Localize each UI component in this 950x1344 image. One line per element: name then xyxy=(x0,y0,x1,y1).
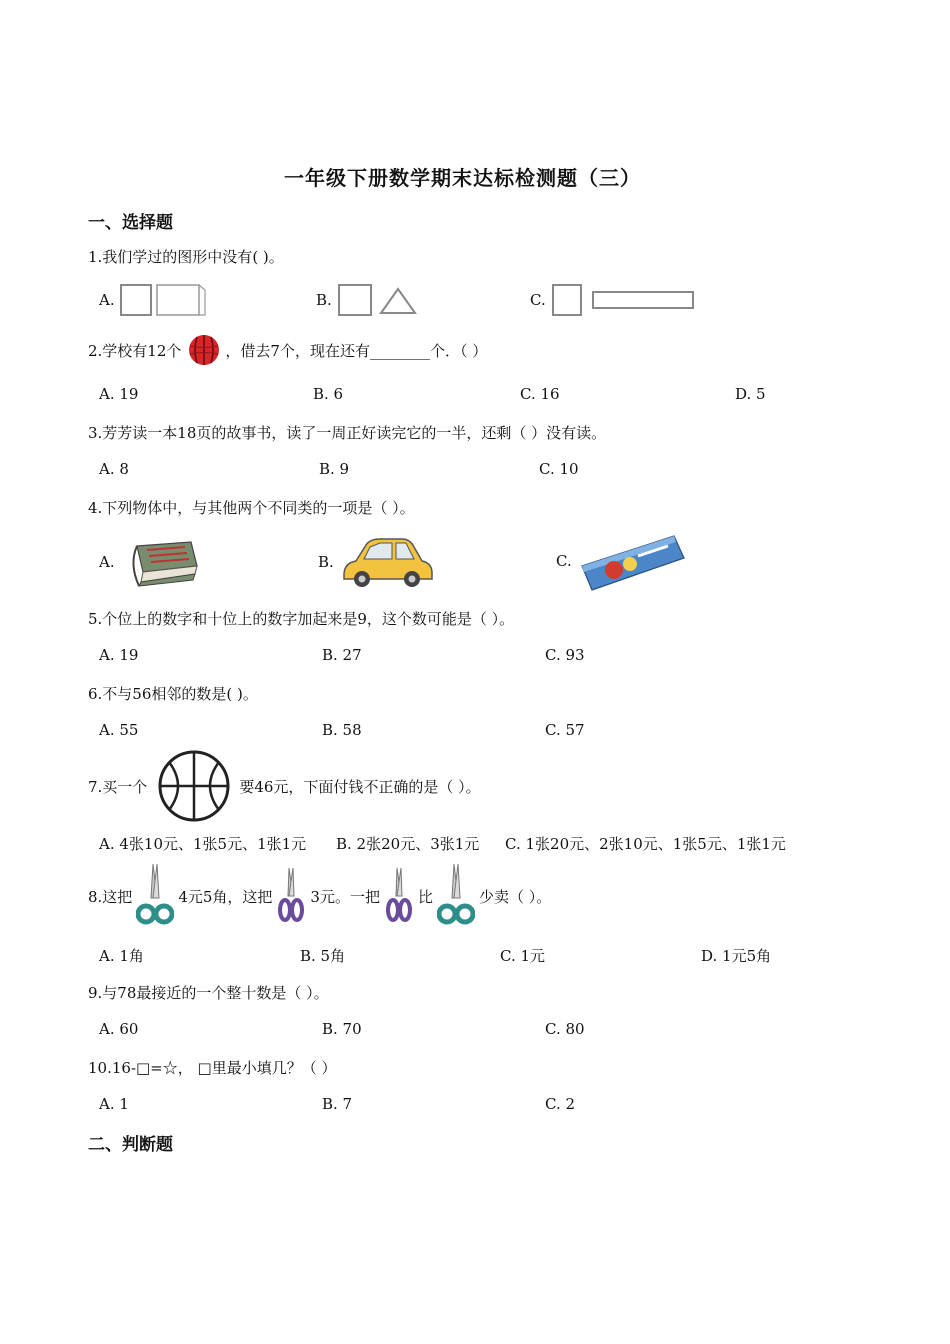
question-9-option-c[interactable]: C. 80 xyxy=(545,1020,585,1038)
car-icon xyxy=(340,535,436,589)
question-4: 4.下列物体中，与其他两个不同类的一项是（ ）。 xyxy=(88,499,415,517)
scissors-teal-icon xyxy=(437,862,475,930)
question-4-option-c[interactable] xyxy=(556,530,688,592)
question-2-option-b[interactable]: B. 6 xyxy=(313,385,344,403)
question-5-option-a[interactable]: A. 19 xyxy=(99,646,139,664)
question-8-text-3: 3元。一把 xyxy=(310,887,380,906)
question-7-option-a[interactable]: A. 4张10元、1张5元、1张1元 xyxy=(99,835,307,853)
question-5-option-c[interactable]: C. 93 xyxy=(545,646,585,664)
question-5: 5.个位上的数字和十位上的数字加起来是9，这个数可能是（ ）。 xyxy=(88,610,515,628)
question-7-option-c[interactable]: C. 1张20元、2张10元、1张5元、1张1元 xyxy=(505,835,786,853)
scissors-teal-icon xyxy=(136,862,174,930)
square-and-rectangle-icon xyxy=(551,283,701,317)
question-4-option-a[interactable] xyxy=(99,534,199,590)
question-8-option-b[interactable]: B. 5角 xyxy=(300,947,346,965)
basketball-icon xyxy=(157,749,231,823)
ball-icon xyxy=(187,333,221,367)
question-3-option-b[interactable]: B. 9 xyxy=(319,460,350,478)
question-6-option-c[interactable]: C. 57 xyxy=(545,721,585,739)
question-10-option-b[interactable]: B. 7 xyxy=(322,1095,353,1113)
question-4-option-b[interactable] xyxy=(318,534,436,590)
question-10: 10.16-□=☆， □里最小填几？（ ） xyxy=(88,1059,337,1077)
question-7 xyxy=(88,749,481,823)
question-8-text-5: 少卖（ ）。 xyxy=(478,887,552,906)
question-6-option-a[interactable]: A. 55 xyxy=(99,721,139,739)
question-6: 6.不与56相邻的数是( )。 xyxy=(88,685,258,703)
option-label: C. xyxy=(530,291,546,309)
question-8-text-2: 4元5角，这把 xyxy=(178,887,273,906)
question-8-option-a[interactable]: A. 1角 xyxy=(99,947,144,965)
pencil-box-icon xyxy=(578,530,688,592)
question-7-text-start: 7.买一个 xyxy=(88,777,148,796)
section-heading-choice: 一、选择题 xyxy=(88,213,173,233)
option-label: A. xyxy=(99,291,115,309)
question-2 xyxy=(88,333,487,367)
question-9-option-a[interactable]: A. 60 xyxy=(99,1020,139,1038)
question-7-text-end: 要46元，下面付钱不正确的是（ ）。 xyxy=(239,777,481,796)
question-2-option-a[interactable]: A. 19 xyxy=(99,385,139,403)
question-9: 9.与78最接近的一个整十数是（ ）。 xyxy=(88,984,329,1002)
question-6-option-b[interactable]: B. 58 xyxy=(322,721,362,739)
question-8-option-c[interactable]: C. 1元 xyxy=(500,947,546,965)
option-label: A. xyxy=(99,553,115,571)
scissors-purple-icon xyxy=(384,866,414,926)
question-10-option-a[interactable]: A. 1 xyxy=(99,1095,129,1113)
question-10-option-c[interactable]: C. 2 xyxy=(545,1095,576,1113)
question-7-option-b[interactable]: B. 2张20元、3张1元 xyxy=(336,835,480,853)
option-label: B. xyxy=(318,553,334,571)
question-8-text-1: 8.这把 xyxy=(88,887,133,906)
question-1-option-c[interactable] xyxy=(530,283,701,317)
question-1: 1.我们学过的图形中没有( )。 xyxy=(88,248,284,266)
question-9-option-b[interactable]: B. 70 xyxy=(322,1020,362,1038)
question-2-option-c[interactable]: C. 16 xyxy=(520,385,560,403)
question-3: 3.芳芳读一本18页的故事书，读了一周正好读完它的一半，还剩（ ）没有读。 xyxy=(88,424,607,442)
question-3-option-a[interactable]: A. 8 xyxy=(99,460,129,478)
square-and-triangle-icon xyxy=(337,283,423,317)
question-3-option-c[interactable]: C. 10 xyxy=(539,460,579,478)
question-2-text-start: 2.学校有12个 xyxy=(88,341,182,360)
question-2-option-d[interactable]: D. 5 xyxy=(735,385,766,403)
question-8-option-d[interactable]: D. 1元5角 xyxy=(701,947,772,965)
square-and-cube-icon xyxy=(119,283,209,317)
option-label: C. xyxy=(556,552,572,570)
question-8 xyxy=(88,862,551,930)
question-2-text-end: ，借去7个，现在还有________个．（ ） xyxy=(225,341,488,360)
question-1-option-b[interactable] xyxy=(316,283,423,317)
question-1-option-a[interactable] xyxy=(99,283,209,317)
scissors-purple-icon xyxy=(276,866,306,926)
question-5-option-b[interactable]: B. 27 xyxy=(322,646,362,664)
page-title: 一年级下册数学期末达标检测题（三） xyxy=(284,166,641,190)
section-heading-true-false: 二、判断题 xyxy=(88,1135,173,1155)
book-icon xyxy=(123,536,199,588)
option-label: B. xyxy=(316,291,332,309)
question-8-text-4: 比 xyxy=(417,887,433,906)
